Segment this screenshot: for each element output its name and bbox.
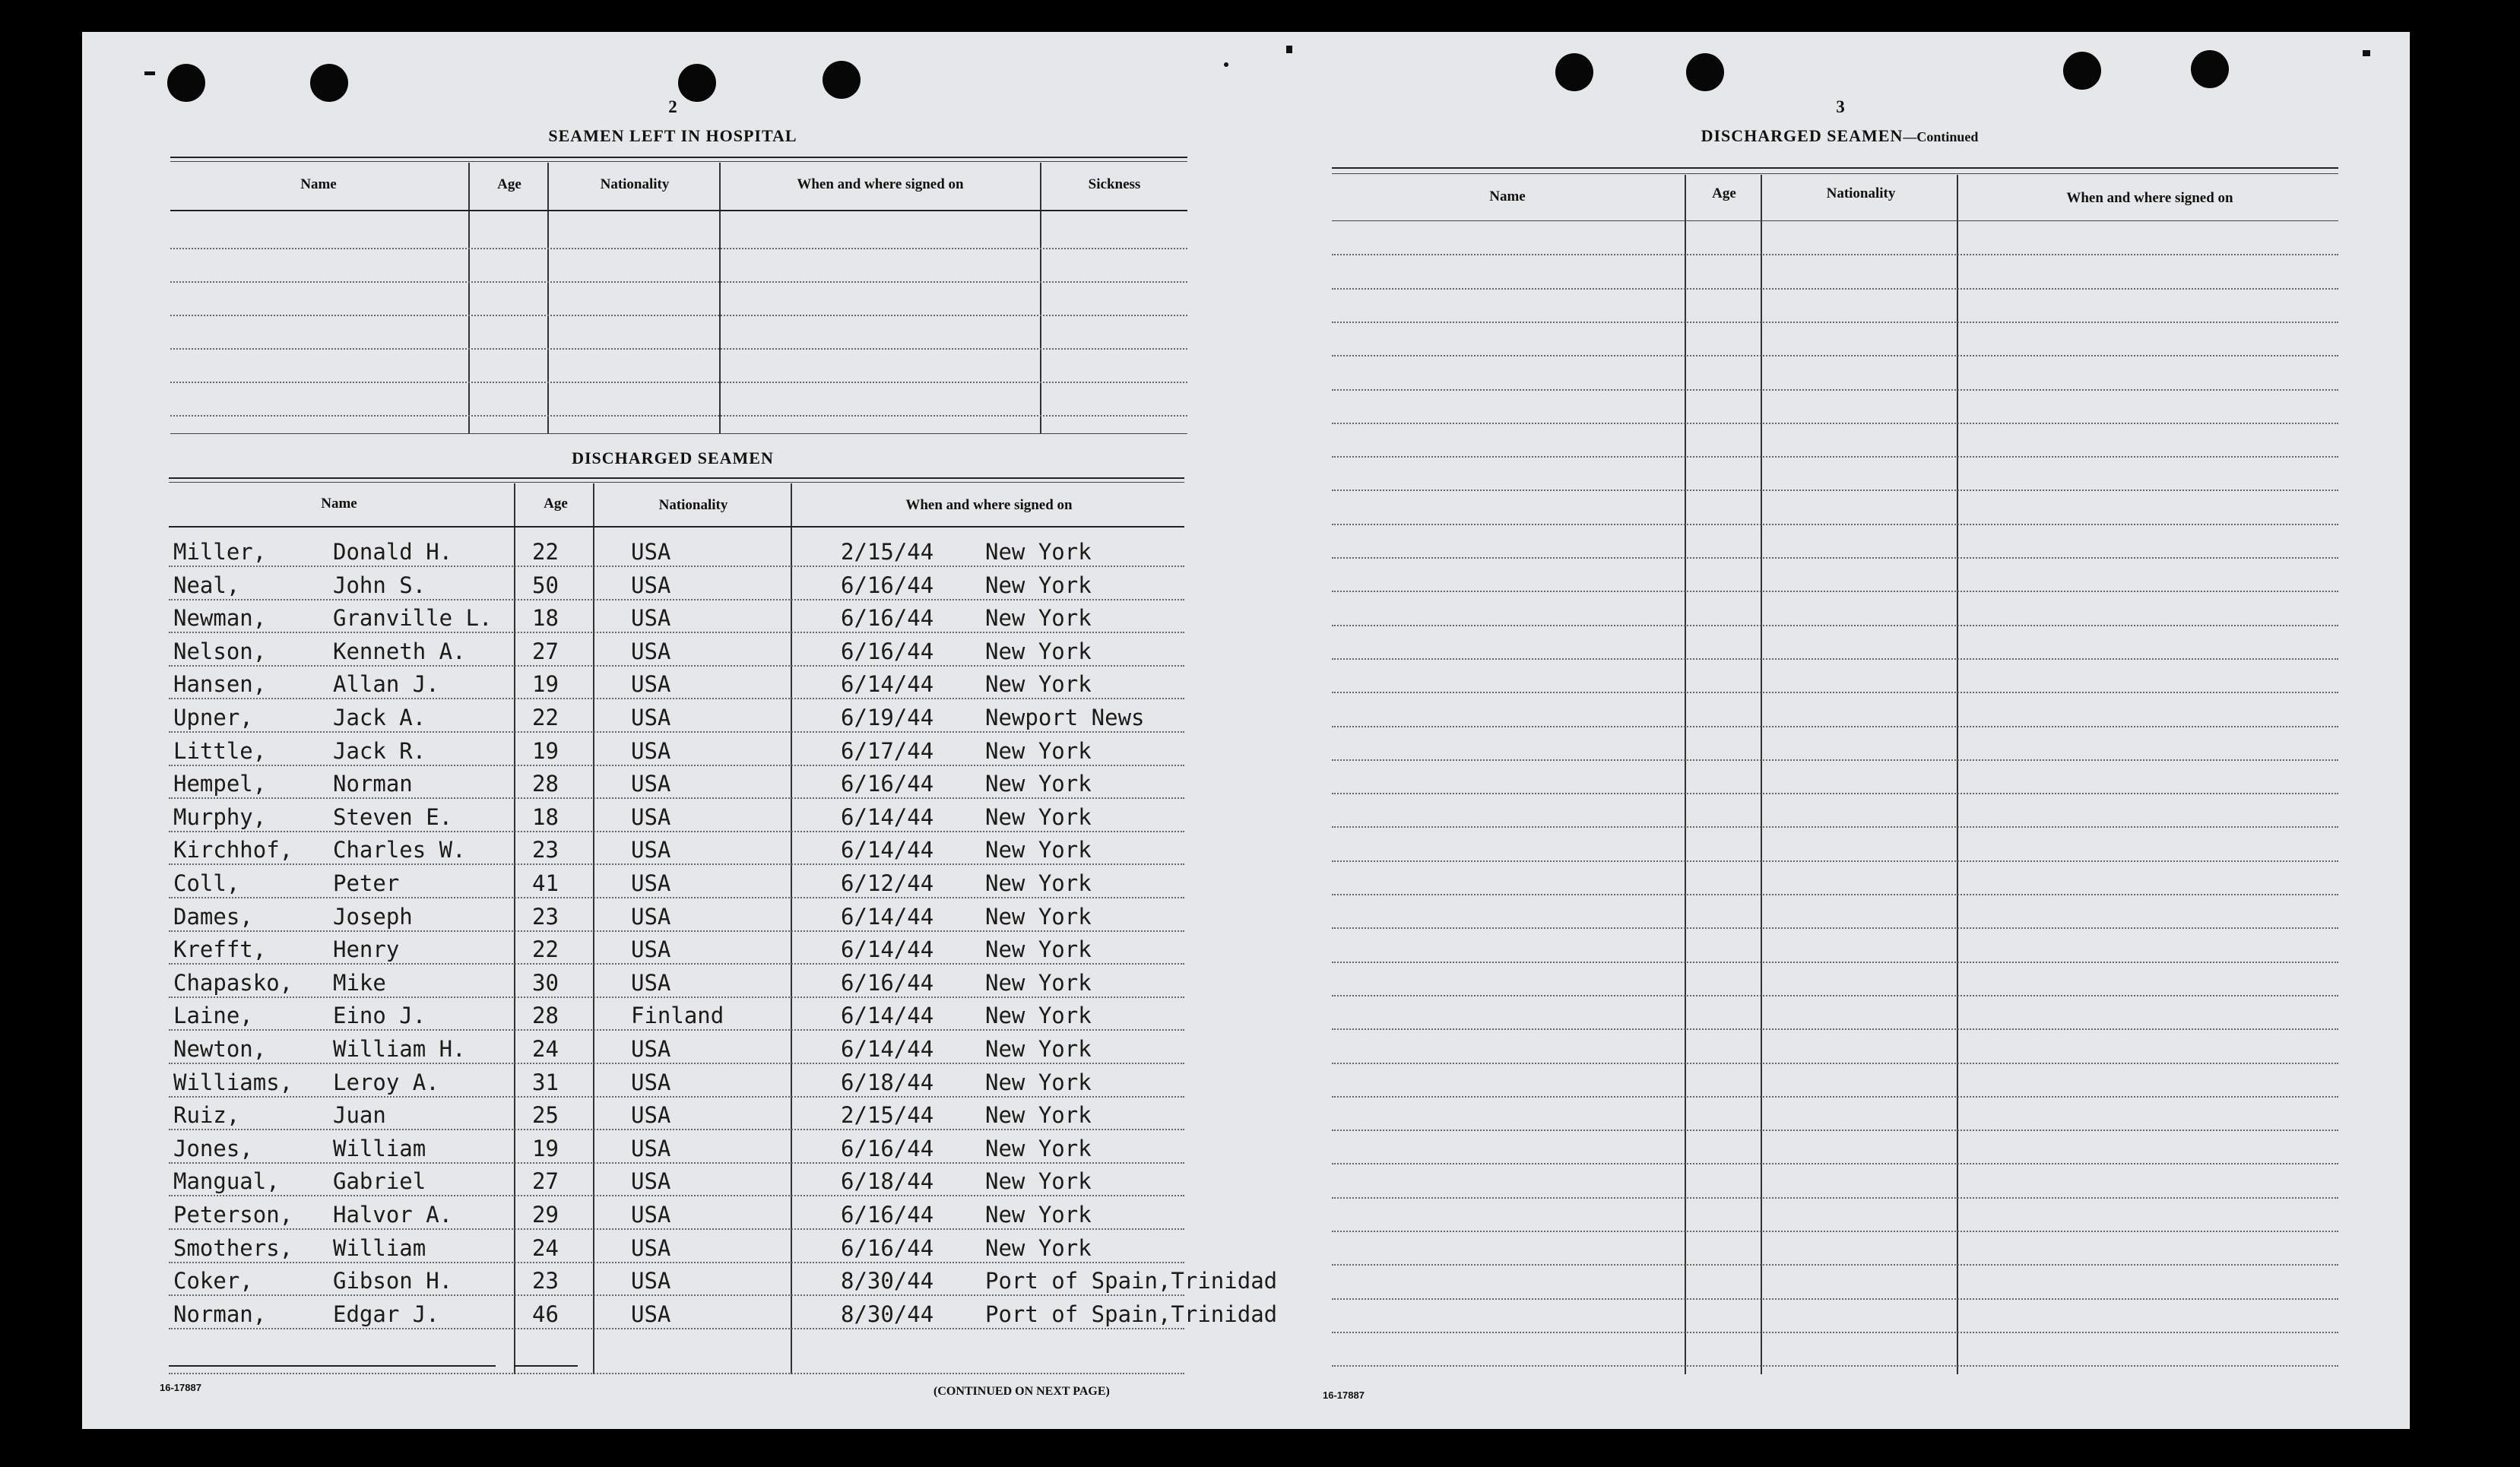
cell-place: New York bbox=[985, 1003, 1092, 1029]
discharged-col-age: Age bbox=[544, 496, 568, 512]
cell-place: Port of Spain,Trinidad bbox=[985, 1301, 1278, 1327]
cell-place: New York bbox=[985, 572, 1092, 598]
dotted-rule bbox=[1332, 423, 2338, 424]
cell-age: 23 bbox=[532, 837, 559, 863]
cell-age: 41 bbox=[532, 870, 559, 896]
hospital-col-name: Name bbox=[300, 176, 337, 192]
cell-age: 24 bbox=[532, 1036, 559, 1062]
dotted-rule bbox=[1332, 288, 2338, 290]
dotted-rule bbox=[1332, 1298, 2338, 1300]
cell-last: Hansen, bbox=[173, 671, 267, 698]
punch-hole bbox=[2191, 50, 2229, 88]
cell-place: Newport News bbox=[985, 705, 1145, 730]
cell-date: 6/14/44 bbox=[841, 803, 934, 830]
cell-date: 6/17/44 bbox=[841, 737, 934, 764]
continued-col-nationality: Nationality bbox=[1826, 185, 1896, 201]
discharged-section-title: DISCHARGED SEAMEN bbox=[572, 448, 774, 467]
cell-date: 8/30/44 bbox=[841, 1301, 934, 1327]
cell-place: New York bbox=[985, 1168, 1092, 1195]
rule bbox=[169, 526, 1184, 528]
cell-nationality: USA bbox=[631, 1234, 671, 1261]
cell-age: 50 bbox=[532, 572, 559, 598]
dotted-rule bbox=[1332, 456, 2338, 458]
dotted-rule bbox=[169, 897, 1184, 898]
cell-first: Allan J. bbox=[333, 671, 439, 698]
cell-nationality: USA bbox=[631, 572, 671, 598]
cell-first: John S. bbox=[333, 572, 426, 598]
dotted-rule bbox=[1332, 1028, 2338, 1030]
dotted-rule bbox=[1332, 860, 2338, 862]
cell-age: 19 bbox=[532, 1135, 559, 1161]
dotted-rule bbox=[170, 281, 1187, 283]
cell-nationality: USA bbox=[631, 1202, 671, 1228]
dotted-rule bbox=[169, 930, 1184, 932]
cell-age: 22 bbox=[532, 705, 559, 730]
dotted-rule bbox=[1332, 1063, 2338, 1064]
dotted-rule bbox=[1332, 254, 2338, 255]
cell-first: Gabriel bbox=[333, 1168, 426, 1195]
cell-date: 6/14/44 bbox=[841, 1003, 934, 1029]
dotted-rule bbox=[169, 632, 1184, 633]
dotted-rule bbox=[1332, 927, 2338, 929]
discharged-col-name: Name bbox=[321, 496, 357, 512]
cell-age: 22 bbox=[532, 539, 559, 565]
cell-first: Edgar J. bbox=[333, 1301, 439, 1327]
cell-last: Kirchhof, bbox=[173, 837, 293, 863]
cell-nationality: USA bbox=[631, 705, 671, 730]
cell-date: 6/18/44 bbox=[841, 1168, 934, 1195]
dotted-rule bbox=[1332, 591, 2338, 592]
cell-first: William H. bbox=[333, 1036, 466, 1062]
column-divider bbox=[547, 163, 549, 433]
continued-col-signed-on: When and where signed on bbox=[2066, 190, 2233, 206]
cell-place: New York bbox=[985, 803, 1092, 830]
column-divider bbox=[514, 483, 515, 1374]
cell-date: 6/18/44 bbox=[841, 1069, 934, 1095]
cell-nationality: USA bbox=[631, 936, 671, 963]
dotted-rule bbox=[169, 566, 1184, 567]
cell-nationality: USA bbox=[631, 539, 671, 565]
cell-place: New York bbox=[985, 936, 1092, 963]
cell-last: Krefft, bbox=[173, 936, 267, 963]
rule bbox=[1332, 167, 2338, 169]
cell-date: 6/14/44 bbox=[841, 903, 934, 930]
rule bbox=[170, 161, 1187, 162]
rule bbox=[514, 1365, 578, 1367]
cell-age: 22 bbox=[532, 936, 559, 963]
cell-last: Hempel, bbox=[173, 771, 267, 797]
cell-nationality: USA bbox=[631, 671, 671, 698]
punch-hole bbox=[1555, 53, 1593, 91]
cell-last: Jones, bbox=[173, 1135, 253, 1161]
cell-last: Upner, bbox=[173, 705, 253, 730]
cell-nationality: USA bbox=[631, 1069, 671, 1095]
hospital-section-title: SEAMEN LEFT IN HOSPITAL bbox=[548, 126, 797, 145]
dotted-rule bbox=[170, 382, 1187, 383]
cell-first: Henry bbox=[333, 936, 400, 963]
punch-hole bbox=[823, 61, 861, 99]
cell-last: Miller, bbox=[173, 539, 267, 565]
hospital-col-nationality: Nationality bbox=[600, 176, 670, 192]
dotted-rule bbox=[1332, 1163, 2338, 1164]
dotted-rule bbox=[169, 963, 1184, 965]
cell-date: 6/12/44 bbox=[841, 870, 934, 896]
cell-last: Ruiz, bbox=[173, 1102, 240, 1129]
dotted-rule bbox=[1332, 490, 2338, 491]
cell-age: 18 bbox=[532, 803, 559, 830]
cell-age: 25 bbox=[532, 1102, 559, 1129]
cell-first: Mike bbox=[333, 969, 386, 996]
hospital-col-age: Age bbox=[497, 176, 521, 192]
dotted-rule bbox=[1332, 557, 2338, 559]
cell-nationality: USA bbox=[631, 1301, 671, 1327]
cell-last: Dames, bbox=[173, 903, 253, 930]
cell-nationality: USA bbox=[631, 737, 671, 764]
cell-last: Coll, bbox=[173, 870, 240, 896]
dotted-rule bbox=[169, 599, 1184, 600]
cell-place: New York bbox=[985, 539, 1092, 565]
cell-last: Williams, bbox=[173, 1069, 293, 1095]
dotted-rule bbox=[1332, 658, 2338, 660]
cell-last: Chapasko, bbox=[173, 969, 293, 996]
cell-last: Peterson, bbox=[173, 1202, 293, 1228]
right-page-title bbox=[1612, 126, 2068, 146]
cell-place: New York bbox=[985, 1135, 1092, 1161]
cell-last: Little, bbox=[173, 737, 267, 764]
cell-date: 6/19/44 bbox=[841, 705, 934, 730]
cell-nationality: USA bbox=[631, 1168, 671, 1195]
page-number-left: 2 bbox=[668, 97, 677, 116]
cell-first: Joseph bbox=[333, 903, 413, 930]
punch-hole bbox=[1686, 53, 1724, 91]
cell-first: Juan bbox=[333, 1102, 386, 1129]
dotted-rule bbox=[1332, 995, 2338, 996]
cell-age: 27 bbox=[532, 1168, 559, 1195]
cell-nationality: USA bbox=[631, 903, 671, 930]
dotted-rule bbox=[169, 1029, 1184, 1031]
cell-last: Neal, bbox=[173, 572, 240, 598]
cell-place: New York bbox=[985, 771, 1092, 797]
dotted-rule bbox=[169, 831, 1184, 832]
cell-date: 6/16/44 bbox=[841, 969, 934, 996]
cell-first: Leroy A. bbox=[333, 1069, 439, 1095]
continued-col-name: Name bbox=[1489, 189, 1526, 204]
cell-first: Halvor A. bbox=[333, 1202, 453, 1228]
cell-age: 23 bbox=[532, 903, 559, 930]
right-title-main: DISCHARGED SEAMEN bbox=[1701, 126, 1903, 145]
cell-age: 18 bbox=[532, 605, 559, 632]
page-number-right: 3 bbox=[1836, 97, 1845, 116]
punch-hole bbox=[678, 64, 716, 102]
cell-place: New York bbox=[985, 737, 1092, 764]
cell-date: 6/14/44 bbox=[841, 837, 934, 863]
dotted-rule bbox=[170, 415, 1187, 417]
dotted-rule bbox=[1332, 1332, 2338, 1333]
paper-speck bbox=[1286, 46, 1292, 53]
dotted-rule bbox=[1332, 1231, 2338, 1232]
dotted-rule bbox=[170, 248, 1187, 249]
dotted-rule bbox=[169, 1195, 1184, 1196]
rule bbox=[170, 157, 1187, 158]
cell-place: New York bbox=[985, 1234, 1092, 1261]
cell-last: Laine, bbox=[173, 1003, 253, 1029]
cell-nationality: USA bbox=[631, 1036, 671, 1062]
cell-nationality: USA bbox=[631, 969, 671, 996]
rule bbox=[169, 482, 1184, 483]
cell-nationality: USA bbox=[631, 771, 671, 797]
punch-hole bbox=[310, 64, 348, 102]
cell-last: Nelson, bbox=[173, 638, 267, 664]
dotted-rule bbox=[169, 996, 1184, 998]
dotted-rule bbox=[1332, 826, 2338, 828]
cell-date: 6/16/44 bbox=[841, 638, 934, 664]
dotted-rule bbox=[1332, 894, 2338, 895]
cell-date: 6/16/44 bbox=[841, 771, 934, 797]
cell-date: 8/30/44 bbox=[841, 1268, 934, 1294]
dotted-rule bbox=[169, 698, 1184, 699]
dotted-rule bbox=[169, 1096, 1184, 1098]
cell-place: New York bbox=[985, 1036, 1092, 1062]
dotted-rule bbox=[169, 665, 1184, 667]
column-divider bbox=[593, 483, 594, 1374]
dotted-rule bbox=[170, 315, 1187, 316]
dotted-rule bbox=[1332, 1096, 2338, 1098]
cell-date: 6/14/44 bbox=[841, 671, 934, 698]
cell-date: 6/16/44 bbox=[841, 572, 934, 598]
cell-date: 6/16/44 bbox=[841, 1135, 934, 1161]
cell-first: Norman bbox=[333, 771, 413, 797]
cell-last: Smothers, bbox=[173, 1234, 293, 1261]
dotted-rule bbox=[1332, 1365, 2338, 1367]
form-number-right: 16-17887 bbox=[1323, 1389, 1365, 1401]
cell-age: 28 bbox=[532, 1003, 559, 1029]
column-divider bbox=[468, 163, 470, 433]
cell-age: 28 bbox=[532, 771, 559, 797]
continued-note: (CONTINUED ON NEXT PAGE) bbox=[934, 1385, 1110, 1398]
cell-place: New York bbox=[985, 969, 1092, 996]
dotted-rule bbox=[1332, 1130, 2338, 1131]
dotted-rule bbox=[1332, 793, 2338, 794]
dotted-rule bbox=[169, 1328, 1184, 1329]
cell-place: New York bbox=[985, 671, 1092, 698]
column-divider bbox=[1040, 163, 1041, 433]
dotted-rule bbox=[169, 1228, 1184, 1230]
cell-first: Peter bbox=[333, 870, 400, 896]
dotted-rule bbox=[169, 1373, 1184, 1374]
cell-first: Eino J. bbox=[333, 1003, 426, 1029]
dotted-rule bbox=[1332, 692, 2338, 693]
cell-place: New York bbox=[985, 1069, 1092, 1095]
rule bbox=[169, 1365, 496, 1367]
cell-place: Port of Spain,Trinidad bbox=[985, 1268, 1278, 1294]
cell-place: New York bbox=[985, 638, 1092, 664]
cell-place: New York bbox=[985, 1202, 1092, 1228]
cell-first: Granville L. bbox=[333, 605, 493, 632]
cell-date: 2/15/44 bbox=[841, 1102, 934, 1129]
dotted-rule bbox=[169, 797, 1184, 799]
hospital-col-sickness: Sickness bbox=[1088, 176, 1141, 192]
cell-date: 2/15/44 bbox=[841, 539, 934, 565]
dotted-rule bbox=[169, 863, 1184, 865]
cell-age: 24 bbox=[532, 1234, 559, 1261]
cell-first: Jack A. bbox=[333, 705, 426, 730]
cell-date: 6/16/44 bbox=[841, 605, 934, 632]
dotted-rule bbox=[169, 765, 1184, 766]
cell-last: Newton, bbox=[173, 1036, 267, 1062]
cell-first: William bbox=[333, 1135, 426, 1161]
cell-first: Gibson H. bbox=[333, 1268, 453, 1294]
dotted-rule bbox=[1332, 759, 2338, 761]
column-divider bbox=[791, 483, 792, 1374]
cell-nationality: USA bbox=[631, 1135, 671, 1161]
cell-first: Jack R. bbox=[333, 737, 426, 764]
dotted-rule bbox=[1332, 322, 2338, 323]
punch-hole bbox=[167, 64, 205, 102]
rule bbox=[1332, 173, 2338, 174]
cell-date: 6/16/44 bbox=[841, 1234, 934, 1261]
cell-date: 6/16/44 bbox=[841, 1202, 934, 1228]
dotted-rule bbox=[169, 1294, 1184, 1296]
dotted-rule bbox=[170, 348, 1187, 350]
cell-age: 19 bbox=[532, 671, 559, 698]
cell-place: New York bbox=[985, 870, 1092, 896]
cell-age: 31 bbox=[532, 1069, 559, 1095]
cell-last: Coker, bbox=[173, 1268, 253, 1294]
cell-age: 29 bbox=[532, 1202, 559, 1228]
cell-date: 6/14/44 bbox=[841, 936, 934, 963]
paper-speck bbox=[144, 71, 155, 75]
cell-first: William bbox=[333, 1234, 426, 1261]
dotted-rule bbox=[1332, 355, 2338, 356]
cell-nationality: USA bbox=[631, 870, 671, 896]
cell-last: Newman, bbox=[173, 605, 267, 632]
continued-col-age: Age bbox=[1712, 185, 1736, 201]
cell-first: Kenneth A. bbox=[333, 638, 466, 664]
cell-last: Norman, bbox=[173, 1301, 267, 1327]
cell-nationality: USA bbox=[631, 1268, 671, 1294]
cell-age: 30 bbox=[532, 969, 559, 996]
cell-first: Steven E. bbox=[333, 803, 453, 830]
dotted-rule bbox=[1332, 524, 2338, 525]
column-divider bbox=[719, 163, 721, 433]
dotted-rule bbox=[1332, 962, 2338, 963]
cell-age: 19 bbox=[532, 737, 559, 764]
dotted-rule bbox=[1332, 726, 2338, 727]
rule bbox=[170, 210, 1187, 211]
right-title-suffix: —Continued bbox=[1903, 129, 1979, 144]
paper-speck bbox=[2363, 50, 2370, 56]
cell-nationality: USA bbox=[631, 1102, 671, 1129]
cell-place: New York bbox=[985, 903, 1092, 930]
dotted-rule bbox=[169, 1262, 1184, 1263]
rule bbox=[169, 477, 1184, 479]
dotted-rule bbox=[169, 1129, 1184, 1130]
cell-nationality: USA bbox=[631, 837, 671, 863]
cell-first: Charles W. bbox=[333, 837, 466, 863]
form-number-left: 16-17887 bbox=[160, 1382, 201, 1393]
rule bbox=[170, 433, 1187, 434]
dotted-rule bbox=[169, 731, 1184, 733]
punch-hole bbox=[2063, 52, 2101, 90]
cell-place: New York bbox=[985, 1102, 1092, 1129]
dotted-rule bbox=[1332, 220, 2338, 221]
dotted-rule bbox=[169, 1063, 1184, 1064]
cell-age: 46 bbox=[532, 1301, 559, 1327]
dotted-rule bbox=[1332, 1264, 2338, 1266]
cell-place: New York bbox=[985, 837, 1092, 863]
dotted-rule bbox=[1332, 1197, 2338, 1199]
cell-place: New York bbox=[985, 605, 1092, 632]
cell-age: 23 bbox=[532, 1268, 559, 1294]
cell-last: Murphy, bbox=[173, 803, 267, 830]
discharged-col-signed-on: When and where signed on bbox=[905, 497, 1073, 513]
cell-nationality: USA bbox=[631, 803, 671, 830]
cell-first: Donald H. bbox=[333, 539, 453, 565]
dotted-rule bbox=[169, 1162, 1184, 1164]
cell-date: 6/14/44 bbox=[841, 1036, 934, 1062]
cell-nationality: USA bbox=[631, 638, 671, 664]
discharged-col-nationality: Nationality bbox=[658, 497, 728, 513]
cell-nationality: Finland bbox=[631, 1003, 724, 1029]
paper-speck bbox=[1224, 62, 1228, 67]
cell-nationality: USA bbox=[631, 605, 671, 632]
dotted-rule bbox=[1332, 389, 2338, 391]
cell-age: 27 bbox=[532, 638, 559, 664]
cell-last: Mangual, bbox=[173, 1168, 280, 1195]
dotted-rule bbox=[1332, 625, 2338, 626]
hospital-col-signed-on: When and where signed on bbox=[797, 176, 964, 192]
